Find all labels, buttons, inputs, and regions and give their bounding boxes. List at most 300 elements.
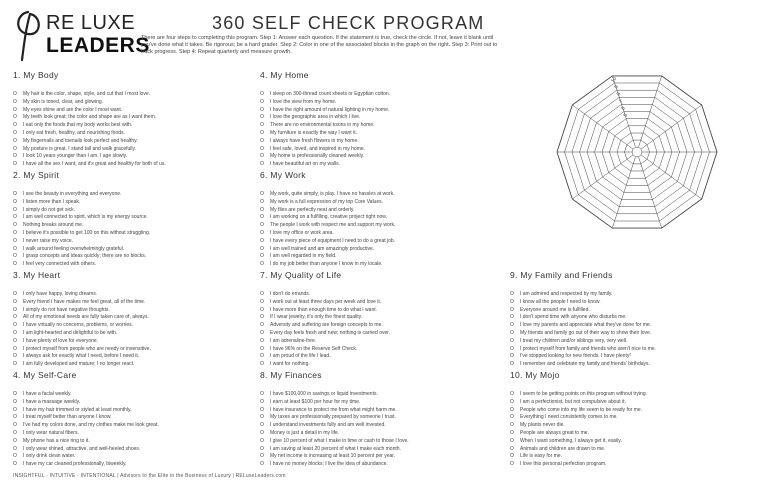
checklist-item-text: My fingernails and toenails look perfect and healthy. — [23, 137, 138, 144]
checkbox-circle[interactable]: O — [13, 398, 17, 405]
checklist-item — [13, 214, 253, 222]
checklist-item-text: I look 10 years younger than I am. I age slowly. — [23, 153, 128, 160]
checkbox-circle[interactable]: O — [260, 298, 264, 305]
checklist-item — [260, 153, 500, 161]
checklist-item — [260, 353, 500, 361]
checkbox-circle[interactable]: O — [510, 453, 514, 460]
checklist-item-text: I have my car cleaned professionally, biweekly. — [23, 461, 127, 468]
checkbox-circle[interactable]: O — [13, 229, 17, 236]
checklist-item-text: I have more than enough time to do what I want. — [270, 306, 378, 313]
section-title: 4. My Self-Care — [13, 370, 77, 380]
checklist-item-text: I have $100,000 in savings or liquid investments. — [270, 391, 378, 397]
checklist-item — [510, 446, 750, 454]
checklist-item-text: Life is easy for me. — [520, 453, 562, 460]
checklist-item — [13, 114, 253, 122]
checklist-item — [13, 346, 253, 354]
checkbox-circle[interactable]: O — [260, 445, 264, 452]
checkbox-circle[interactable]: O — [13, 453, 17, 460]
checklist-item-text: I am a perfectionist, but not compulsive about it. — [520, 398, 626, 405]
checklist-item — [510, 291, 750, 299]
checklist-item — [13, 107, 253, 115]
radar-chart — [512, 70, 762, 235]
checklist-item — [13, 414, 253, 422]
checkbox-circle[interactable]: O — [260, 161, 264, 168]
checklist-item — [260, 438, 500, 446]
checkbox-circle[interactable]: O — [13, 291, 17, 297]
checklist-item-text: Every friend I have makes me feel great, all of the time. — [23, 298, 146, 305]
checklist-section — [260, 170, 500, 269]
checkbox-circle[interactable]: O — [13, 153, 17, 160]
checklist-item — [13, 230, 253, 238]
checkbox-circle[interactable]: O — [13, 91, 17, 97]
checkbox-circle[interactable]: O — [510, 353, 514, 360]
checklist-item — [13, 253, 253, 261]
checkbox-circle[interactable]: O — [510, 406, 514, 413]
radar-level-label: 9 — [613, 84, 620, 91]
checklist-item-text: I only wear natural fibers. — [23, 429, 79, 436]
checklist-item — [510, 353, 750, 361]
checklist-item — [510, 453, 750, 461]
checklist-item-text: I always have fresh flowers in my home. — [270, 137, 359, 144]
checklist-item-text: I protect myself from people who are needy or insensitive. — [23, 345, 151, 352]
checkbox-circle[interactable]: O — [13, 329, 17, 336]
checklist-item — [260, 361, 500, 369]
checklist — [13, 191, 253, 269]
checklist-item — [13, 391, 253, 399]
checkbox-circle[interactable]: O — [260, 114, 264, 121]
checkbox-circle[interactable]: O — [13, 337, 17, 344]
checkbox-circle[interactable]: O — [260, 198, 264, 205]
instructions-text: There are four steps to completing this program. Step 1: Answer each question. If the statement is true, check the circle. If not, leave it blank until you've done what it takes. Be rigorous; be a hard grader. Step 2: Color in one of the associated blocks in the graph on the right. Step 3: Print out to track progress. Step 4: Repeat quarterly and measure growth. — [141, 35, 498, 55]
checklist-item — [510, 430, 750, 438]
checklist-item-text: I understand investments fully and am well invested. — [270, 422, 386, 429]
checklist-item-text: I am fully developed and mature; I no longer react. — [23, 361, 135, 368]
checkbox-circle[interactable]: O — [260, 229, 264, 236]
checklist — [13, 291, 253, 369]
checkbox-circle[interactable]: O — [260, 129, 264, 136]
checklist-item-text: I love this personal perfection program. — [520, 461, 607, 468]
checklist-item — [13, 407, 253, 415]
section-title: 8. My Finances — [260, 370, 322, 380]
checklist-item — [260, 207, 500, 215]
checklist-item — [260, 461, 500, 469]
checklist-item — [510, 361, 750, 369]
checklist-item — [510, 422, 750, 430]
checkbox-circle[interactable]: O — [13, 306, 17, 313]
checklist-item-text: I eat only the foods that my body works best with. — [23, 122, 133, 129]
checklist-section — [260, 370, 500, 469]
checkbox-circle[interactable]: O — [260, 353, 264, 360]
checkbox-circle[interactable]: O — [13, 129, 17, 136]
checklist-item-text: I give 10 percent of what I make in time or cash to those I love. — [270, 437, 409, 444]
checkbox-circle[interactable]: O — [13, 361, 17, 368]
checkbox-circle[interactable]: O — [13, 191, 17, 197]
checklist-item-text: I am proud of the life I lead. — [270, 353, 331, 360]
checklist-item — [510, 307, 750, 315]
checklist-item — [13, 99, 253, 107]
checklist — [260, 391, 500, 469]
checkbox-circle[interactable]: O — [510, 306, 514, 313]
checklist-item-text: People who come into my life seem to be ready for me. — [520, 406, 643, 413]
checkbox-circle[interactable]: O — [260, 337, 264, 344]
checklist-item-text: I simply do not get sick. — [23, 206, 75, 213]
checklist-item — [510, 299, 750, 307]
checklist-section — [260, 270, 500, 369]
checklist-section — [510, 370, 750, 469]
checklist-item — [260, 338, 500, 346]
checkbox-circle[interactable]: O — [13, 353, 17, 360]
checkbox-circle[interactable]: O — [260, 398, 264, 405]
checklist-item — [260, 122, 500, 130]
checklist-item-text: I am adrenaline-free. — [270, 337, 317, 344]
checkbox-circle[interactable]: O — [260, 361, 264, 368]
checklist-item-text: Adversity and suffering are foreign concepts to me. — [270, 322, 383, 329]
checklist-item-text: I feel very connected with others. — [23, 261, 97, 268]
checkbox-circle[interactable]: O — [260, 137, 264, 144]
checklist-item-text: I have all the sex I want, and it's great and healthy for both of us. — [23, 161, 166, 168]
checkbox-circle[interactable]: O — [260, 329, 264, 336]
checklist-item — [260, 430, 500, 438]
checklist-item — [260, 138, 500, 146]
checklist-item — [510, 346, 750, 354]
checkbox-circle[interactable]: O — [13, 298, 17, 305]
checklist-item — [510, 461, 750, 469]
checkbox-circle[interactable]: O — [13, 198, 17, 205]
checklist-section — [13, 370, 253, 469]
checklist-item-text: I've had my colors done, and my clothes make me look great. — [23, 422, 159, 429]
checklist-item-text: My net income is increasing at least 10 percent per year. — [270, 453, 396, 460]
checklist-item-text: I am well connected to spirit, which is my energy source. — [23, 214, 148, 221]
checklist-item — [260, 99, 500, 107]
checkbox-circle[interactable]: O — [13, 322, 17, 329]
checklist-item — [260, 253, 500, 261]
checklist-item — [13, 238, 253, 246]
section-title: 7. My Quality of Life — [260, 270, 342, 280]
checklist — [13, 91, 253, 169]
checkbox-circle[interactable]: O — [510, 437, 514, 444]
checklist-item-text: If I wear jewelry, it's only the finest quality. — [270, 314, 363, 321]
checklist-item — [13, 314, 253, 322]
checkbox-circle[interactable]: O — [260, 391, 264, 397]
checklist-item — [510, 399, 750, 407]
checkbox-circle[interactable]: O — [13, 145, 17, 152]
checklist-item — [260, 307, 500, 315]
checklist-item-text: I love my parents and appreciate what they've done for me. — [520, 322, 652, 329]
checklist-item-text: I have 96% on the Reserve Self Check. — [270, 345, 358, 352]
checklist-item-text: My work is a full expression of my top Core Values. — [270, 198, 384, 205]
checklist-item-text: I listen more than I speak. — [23, 198, 81, 205]
checklist-item — [13, 122, 253, 130]
checkbox-circle[interactable]: O — [13, 206, 17, 213]
checklist-item-text: There are no environmental toxins in my home. — [270, 122, 375, 129]
checklist-item-text: My skin is toned, clear, and glowing. — [23, 98, 104, 105]
checkbox-circle[interactable]: O — [510, 429, 514, 436]
checklist — [510, 391, 750, 469]
checkbox-circle[interactable]: O — [13, 445, 17, 452]
checklist-item-text: I've stopped looking for new friends. I have plenty! — [520, 353, 631, 360]
checkbox-circle[interactable]: O — [13, 237, 17, 244]
checklist-item — [510, 414, 750, 422]
checklist-item-text: I love the view from my home. — [270, 98, 337, 105]
checklist-item-text: I have every piece of equipment I need to do a great job. — [270, 237, 396, 244]
radar-level-label: 6 — [620, 105, 627, 112]
checklist-item-text: I love my office or work area. — [270, 229, 334, 236]
checkbox-circle[interactable]: O — [13, 214, 17, 221]
footer-tagline: INSIGHTFUL · INTUITIVE · INTENTIONAL | Advisors to the Elite in the Business of Luxury | RELuxeLeaders.com — [13, 473, 286, 479]
checklist-item-text: When I want something, I always get it, easily. — [520, 437, 622, 444]
checklist-item-text: I only drink clean water. — [23, 453, 76, 460]
section-title: 10. My Mojo — [510, 370, 560, 380]
checkbox-circle[interactable]: O — [13, 391, 17, 397]
checklist-item-text: People are always great to me. — [520, 429, 589, 436]
checkbox-circle[interactable]: O — [510, 329, 514, 336]
checklist-item-text: Everyone around me is fulfilled. — [520, 306, 590, 313]
checklist-item-text: I am well trained and am amazingly productive. — [270, 245, 375, 252]
checklist-item-text: My phone has a nice ring to it. — [23, 437, 90, 444]
checkbox-circle[interactable]: O — [260, 429, 264, 436]
checklist-item-text: I never raise my voice. — [23, 237, 74, 244]
checklist-item — [260, 322, 500, 330]
checklist-item-text: My hair is the color, shape, style, and cut that I most love. — [23, 91, 151, 97]
checkbox-circle[interactable]: O — [260, 145, 264, 152]
brand-logo — [12, 10, 150, 62]
checklist-item-text: I sleep on 300-thread count sheets or Egyptian cotton. — [270, 91, 391, 97]
checklist-section — [13, 70, 253, 169]
checklist-item — [260, 246, 500, 254]
checkbox-circle[interactable]: O — [13, 98, 17, 105]
checklist-item — [260, 314, 500, 322]
checklist-item — [260, 191, 500, 199]
checklist-item — [260, 291, 500, 299]
checkbox-circle[interactable]: O — [260, 291, 264, 297]
checklist-item — [13, 307, 253, 315]
checkbox-circle[interactable]: O — [260, 437, 264, 444]
checkbox-circle[interactable]: O — [260, 253, 264, 260]
checklist-item-text: I want for nothing. — [270, 361, 310, 368]
checkbox-circle[interactable]: O — [510, 445, 514, 452]
checklist-item-text: I don't spend time with anyone who disturbs me. — [520, 314, 627, 321]
checklist-item — [260, 222, 500, 230]
logo-text-top: RE LUXE — [46, 12, 136, 34]
checklist-item-text: Every day feels fresh and new; nothing is carried over. — [270, 329, 391, 336]
checklist-item-text: My files are perfectly neat and orderly. — [270, 206, 355, 213]
checkbox-circle[interactable]: O — [260, 406, 264, 413]
checklist-item — [13, 222, 253, 230]
checklist-item-text: I am admired and respected by my family. — [520, 291, 613, 297]
checkbox-circle[interactable]: O — [13, 406, 17, 413]
checklist-item — [13, 146, 253, 154]
checkbox-circle[interactable]: O — [13, 114, 17, 121]
checkbox-circle[interactable]: O — [260, 222, 264, 229]
checklist-item — [13, 91, 253, 99]
checkbox-circle[interactable]: O — [260, 422, 264, 429]
checklist-item-text: I treat myself better than anyone I know. — [23, 414, 112, 421]
checklist-item — [260, 161, 500, 169]
checkbox-circle[interactable]: O — [260, 453, 264, 460]
checklist-item — [510, 330, 750, 338]
checkbox-circle[interactable]: O — [260, 261, 264, 268]
checkbox-circle[interactable]: O — [260, 306, 264, 313]
checklist-item — [13, 353, 253, 361]
checklist-item-text: I grasp concepts and ideas quickly; there are no blocks. — [23, 253, 147, 260]
checkbox-circle[interactable]: O — [260, 91, 264, 97]
checklist-item-text: I have the right amount of natural lighting in my home. — [270, 106, 390, 113]
checklist-item-text: My eyes shine and are the color I most want. — [23, 106, 123, 113]
checklist-item — [260, 214, 500, 222]
checkbox-circle[interactable]: O — [13, 245, 17, 252]
checkbox-circle[interactable]: O — [510, 361, 514, 368]
checklist-section — [260, 70, 500, 169]
checkbox-circle[interactable]: O — [13, 137, 17, 144]
checkbox-circle[interactable]: O — [510, 422, 514, 429]
checklist-item — [13, 130, 253, 138]
checkbox-circle[interactable]: O — [260, 345, 264, 352]
section-title: 1. My Body — [13, 70, 59, 80]
checklist-item-text: I treat my children and/or siblings very, very well. — [520, 337, 628, 344]
checkbox-circle[interactable]: O — [13, 122, 17, 129]
checklist-item — [13, 438, 253, 446]
checklist-item-text: I have beautiful art on my walls. — [270, 161, 341, 168]
checkbox-circle[interactable]: O — [260, 98, 264, 105]
checklist-item — [13, 461, 253, 469]
checklist-item-text: I only have happy, loving dreams. — [23, 291, 98, 297]
checklist-item-text: Money is just a detail in my life. — [270, 429, 340, 436]
checkbox-circle[interactable]: O — [260, 191, 264, 197]
checklist-item — [260, 453, 500, 461]
checkbox-circle[interactable]: O — [260, 206, 264, 213]
checklist-item-text: My work, quite simply, is play. I have no hassles at work. — [270, 191, 395, 197]
logo-swirl-icon — [12, 10, 46, 62]
checklist-item-text: I seem to be getting points on this program without trying. — [520, 391, 648, 397]
checkbox-circle[interactable]: O — [13, 261, 17, 268]
checklist-item-text: I know all the people I need to know. — [520, 298, 601, 305]
checkbox-circle[interactable]: O — [260, 414, 264, 421]
checklist-item-text: Animals and children are drawn to me. — [520, 445, 606, 452]
checklist-item-text: I simply do not have negative thoughts. — [23, 306, 110, 313]
checklist-item — [510, 338, 750, 346]
checklist-item-text: I have no money blocks; I live the idea of abundance. — [270, 461, 388, 468]
checklist-item-text: I believe it's possible to get 100 on this without struggling. — [23, 229, 151, 236]
checklist-item-text: I only eat fresh, healthy, and nourishing foods. — [23, 129, 125, 136]
checkbox-circle[interactable]: O — [510, 291, 514, 297]
checklist-item — [13, 261, 253, 269]
checkbox-circle[interactable]: O — [13, 106, 17, 113]
section-title: 6. My Work — [260, 170, 306, 180]
checklist-item-text: Nothing breaks around me. — [23, 222, 84, 229]
checklist-item-text: I feel safe, loved, and inspired in my home. — [270, 145, 366, 152]
checklist-item-text: My teeth look great; the color and shape are as I want them. — [23, 114, 157, 121]
checkbox-circle[interactable]: O — [510, 322, 514, 329]
checklist-item — [260, 130, 500, 138]
checklist-section — [13, 170, 253, 269]
checkbox-circle[interactable]: O — [260, 237, 264, 244]
checklist-item — [13, 199, 253, 207]
checklist-item-text: I walk around feeling overwhelmingly grateful. — [23, 245, 125, 252]
checklist-item-text: My posture is great. I stand tall and walk gracefully. — [23, 145, 137, 152]
checklist-item — [510, 391, 750, 399]
checkbox-circle[interactable]: O — [13, 222, 17, 229]
checklist-item — [260, 446, 500, 454]
checkbox-circle[interactable]: O — [13, 422, 17, 429]
checkbox-circle[interactable]: O — [13, 253, 17, 260]
checkbox-circle[interactable]: O — [260, 214, 264, 221]
checkbox-circle[interactable]: O — [510, 391, 514, 397]
checkbox-circle[interactable]: O — [260, 322, 264, 329]
checkbox-circle[interactable]: O — [260, 106, 264, 113]
checkbox-circle[interactable]: O — [260, 314, 264, 321]
checklist-item-text: I love the geographic area in which I live. — [270, 114, 361, 121]
checklist-item — [260, 399, 500, 407]
radar-level-label: 7 — [617, 98, 625, 105]
checkbox-circle[interactable]: O — [13, 437, 17, 444]
checklist — [260, 191, 500, 269]
checkbox-circle[interactable]: O — [510, 398, 514, 405]
checklist-item-text: I don't do errands. — [270, 291, 311, 297]
radar-ring — [632, 147, 642, 157]
checklist-item — [13, 291, 253, 299]
checklist-item-text: I earn at least $100 per hour for my time. — [270, 398, 361, 405]
checklist — [260, 91, 500, 169]
checklist-item — [260, 422, 500, 430]
checkbox-circle[interactable]: O — [510, 298, 514, 305]
checklist — [510, 291, 750, 369]
checkbox-circle[interactable]: O — [13, 429, 17, 436]
checklist-item — [13, 446, 253, 454]
checklist-item-text: All of my emotional needs are fully taken care of, always. — [23, 314, 149, 321]
checklist — [260, 291, 500, 369]
checklist-item — [13, 330, 253, 338]
checklist-item — [260, 107, 500, 115]
checklist-item — [260, 230, 500, 238]
section-title: 9. My Family and Friends — [510, 270, 613, 280]
checklist-item-text: I only wear shined, attractive, and well-heeled shoes. — [23, 445, 141, 452]
checklist-item-text: I protect myself from family and friends who aren't nice to me. — [520, 345, 657, 352]
checkbox-circle[interactable]: O — [13, 314, 17, 321]
checklist-item-text: I am working on a fulfilling, creative project right now. — [270, 214, 387, 221]
checklist-item — [510, 407, 750, 415]
checkbox-circle[interactable]: O — [510, 414, 514, 421]
checklist-item — [13, 361, 253, 369]
checklist-item — [510, 322, 750, 330]
checklist-item — [13, 161, 253, 169]
checkbox-circle[interactable]: O — [13, 345, 17, 352]
checkbox-circle[interactable]: O — [13, 161, 17, 168]
checkbox-circle[interactable]: O — [13, 414, 17, 421]
checkbox-circle[interactable]: O — [510, 461, 514, 468]
checklist-item-text: My home is professionally cleaned weekly. — [270, 153, 365, 160]
checklist-item — [13, 422, 253, 430]
checkbox-circle[interactable]: O — [510, 337, 514, 344]
checklist-item — [260, 199, 500, 207]
checklist-item — [260, 407, 500, 415]
checklist-item-text: I have insurance to protect me from what might harm me. — [270, 406, 397, 413]
checklist-item — [13, 430, 253, 438]
checkbox-circle[interactable]: O — [510, 345, 514, 352]
checkbox-circle[interactable]: O — [260, 122, 264, 129]
checklist-item — [260, 330, 500, 338]
checkbox-circle[interactable]: O — [510, 314, 514, 321]
checklist-item — [13, 246, 253, 254]
checklist-item — [510, 314, 750, 322]
checklist-item-text: My furniture is exactly the way I want it. — [270, 129, 357, 136]
checkbox-circle[interactable]: O — [260, 461, 264, 468]
checkbox-circle[interactable]: O — [13, 461, 17, 468]
checkbox-circle[interactable]: O — [260, 153, 264, 160]
checklist-item-text: I am light-hearted and delightful to be with. — [23, 329, 118, 336]
checkbox-circle[interactable]: O — [260, 245, 264, 252]
checklist-item-text: I am well regarded in my field. — [270, 253, 337, 260]
checklist-item-text: My taxes are professionally prepared by someone I trust. — [270, 414, 396, 421]
